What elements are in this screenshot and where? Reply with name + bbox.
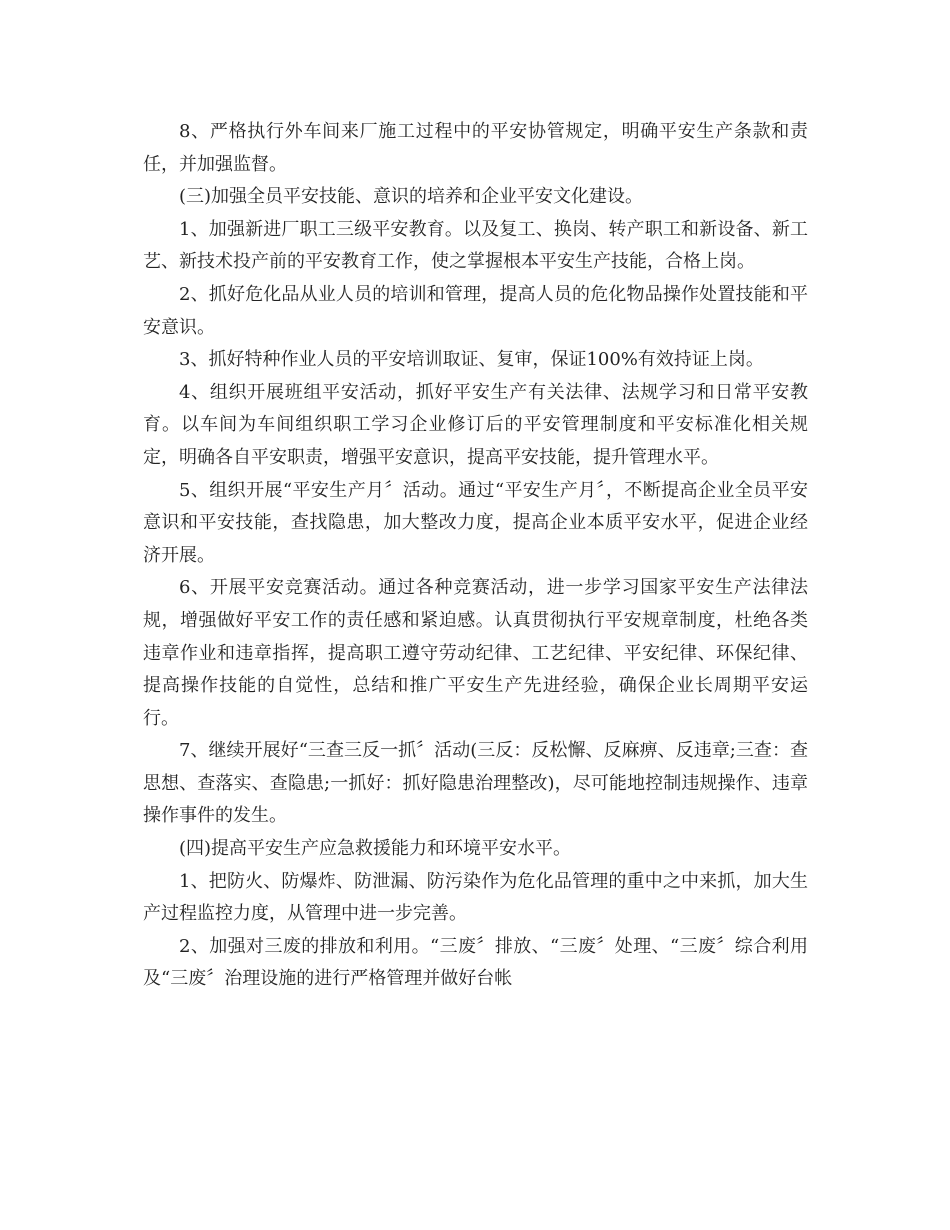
section-heading: (三)加强全员平安技能、意识的培养和企业平安文化建设。 — [179, 186, 644, 208]
paragraph: 8、严格执行外车间来厂施工过程中的平安协管规定，明确平安生产条款和责任，并加强监督。 — [143, 121, 808, 175]
paragraph: 1、把防火、防爆炸、防泄漏、防污染作为危化品管理的重中之中来抓，加大生产过程监控力度，从管理中进一步完善。 — [143, 870, 808, 925]
paragraph: 4、组织开展班组平安活动，抓好平安生产有关法律、法规学习和日常平安教育。以车间为车间组织职工学习企业修订后的平安管理制度和平安标准化相关规定，明确各自平安职责，增强平安意识，提高平安技能，提升管理水平。 — [143, 381, 808, 468]
section-heading: (四)提高平安生产应急救援能力和环境平安水平。 — [179, 838, 572, 860]
paragraph: 7、继续开展好“三查三反一抓〞活动(三反：反松懈、反麻痹、反违章;三查：查思想、查落实、查隐患;一抓好：抓好隐患治理整改)，尽可能地控制违规操作、违章操作事件的发生。 — [143, 740, 808, 827]
paragraph: 6、开展平安竞赛活动。通过各种竞赛活动，进一步学习国家平安生产法律法规，增强做好平安工作的责任感和紧迫感。认真贯彻执行平安规章制度，杜绝各类违章作业和违章指挥，提高职工遵守劳动纪律、工艺纪律、平安纪律、环保纪律、提高操作技能的自觉性，总结和推广平安生产先进经验，确保企业长周期平安运行。 — [143, 577, 808, 729]
paragraph: 2、加强对三废的排放和利用。“三废〞排放、“三废〞处理、“三废〞综合利用及“三废〞治理设施的进行严格管理并做好台帐 — [143, 935, 808, 990]
paragraph: 1、加强新进厂职工三级平安教育。以及复工、换岗、转产职工和新设备、新工艺、新技术投产前的平安教育工作，使之掌握根本平安生产技能，合格上岗。 — [143, 218, 808, 273]
paragraph: 3、抓好特种作业人员的平安培训取证、复审，保证100%有效持证上岗。 — [179, 349, 764, 371]
paragraph: 5、组织开展“平安生产月〞活动。通过“平安生产月〞，不断提高企业全员平安意识和平安技能，查找隐患，加大整改力度，提高企业本质平安水平，促进企业经济开展。 — [143, 479, 808, 566]
document-body — [143, 116, 808, 996]
paragraph: 2、抓好危化品从业人员的培训和管理，提高人员的危化物品操作处置技能和平安意识。 — [143, 283, 808, 338]
